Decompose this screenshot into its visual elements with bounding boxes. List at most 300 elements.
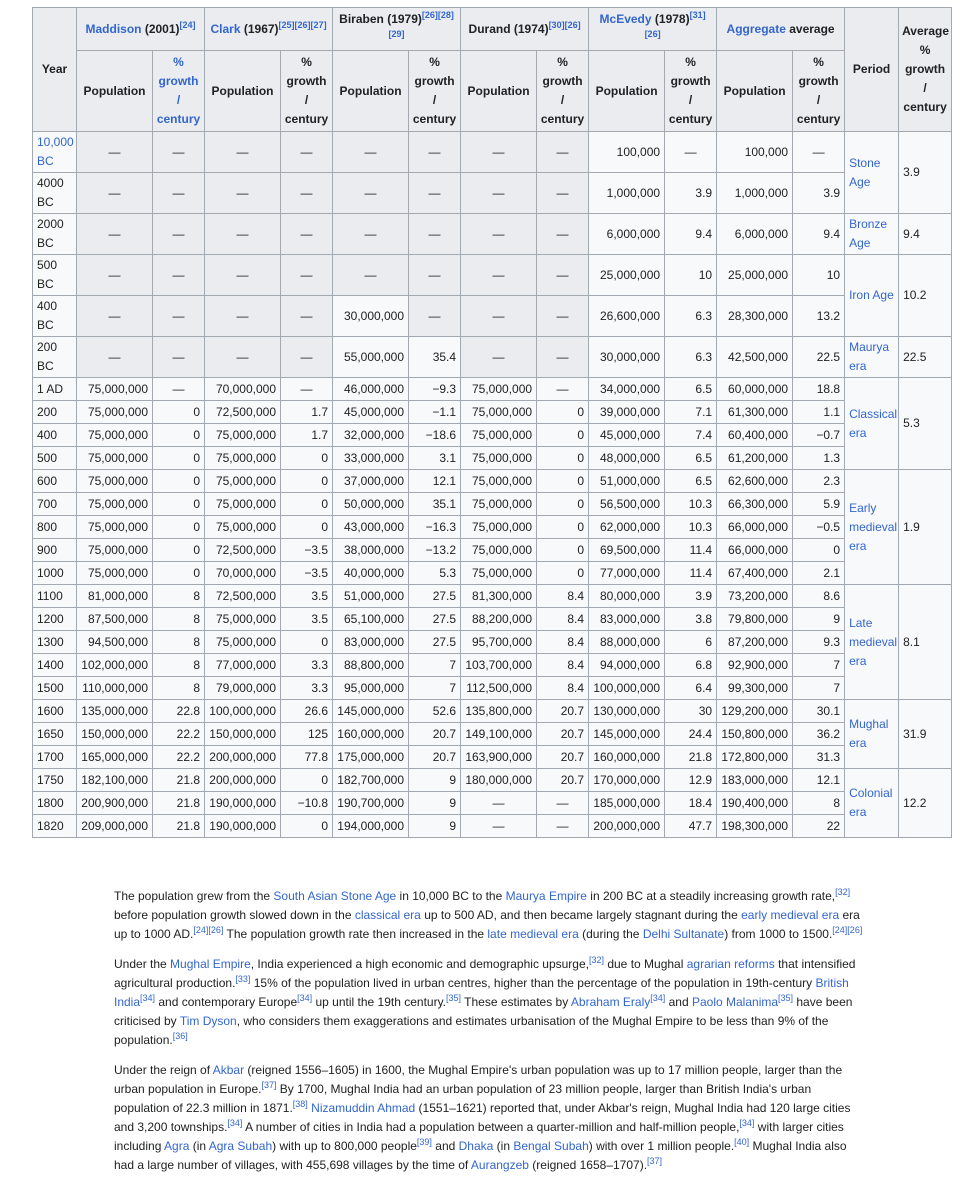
growth-cell: 35.4 <box>409 337 461 378</box>
population-cell: — <box>205 255 281 296</box>
growth-cell: 21.8 <box>153 769 205 792</box>
growth-cell: 0 <box>537 493 589 516</box>
text-run: , India experienced a high economic and demographic upsurge, <box>250 957 589 971</box>
population-cell: 75,000,000 <box>461 470 537 493</box>
text-run: that intensified agricultural production. <box>114 957 856 990</box>
growth-cell: 52.6 <box>409 700 461 723</box>
growth-cell: 8.6 <box>793 585 845 608</box>
population-cell: — <box>461 214 537 255</box>
population-cell: 87,500,000 <box>77 608 153 631</box>
population-cell: 160,000,000 <box>589 746 665 769</box>
citation-ref[interactable]: [24][26] <box>832 925 863 935</box>
population-cell: — <box>333 173 409 214</box>
growth-cell: 22.2 <box>153 723 205 746</box>
article-link[interactable]: Mughal Empire <box>170 957 251 971</box>
population-cell: 150,000,000 <box>205 723 281 746</box>
growth-cell: — <box>153 378 205 401</box>
growth-cell: 47.7 <box>665 815 717 838</box>
population-cell: 100,000 <box>717 132 793 173</box>
table-row <box>33 654 952 677</box>
growth-cell: 8 <box>153 677 205 700</box>
growth-cell: 3.5 <box>281 608 333 631</box>
source-years: (1974) <box>513 21 549 36</box>
text-run: up until the 19th century. <box>312 995 447 1009</box>
year-cell: 200 BC <box>33 337 77 378</box>
growth-cell: 8 <box>793 792 845 815</box>
population-header: Population <box>205 51 281 132</box>
growth-cell: 6.5 <box>665 470 717 493</box>
population-cell: — <box>205 214 281 255</box>
population-cell: 67,400,000 <box>717 562 793 585</box>
period-link[interactable]: Maurya era <box>845 337 899 378</box>
population-cell: — <box>461 132 537 173</box>
population-cell: 79,000,000 <box>205 677 281 700</box>
article-link[interactable]: Aurangzeb <box>470 1158 529 1172</box>
period-link[interactable]: Colonial era <box>845 769 899 838</box>
population-cell: 60,400,000 <box>717 424 793 447</box>
population-cell: 81,300,000 <box>461 585 537 608</box>
table-row <box>33 677 952 700</box>
population-cell: 65,100,000 <box>333 608 409 631</box>
population-cell: 75,000,000 <box>461 539 537 562</box>
table-row <box>33 792 952 815</box>
population-cell: 92,900,000 <box>717 654 793 677</box>
year-cell: 800 <box>33 516 77 539</box>
source-years: (1979) <box>387 12 422 26</box>
population-cell: 28,300,000 <box>717 296 793 337</box>
population-cell: 42,500,000 <box>717 337 793 378</box>
growth-header: % growth / century <box>281 51 333 132</box>
growth-cell: 0 <box>281 769 333 792</box>
population-cell: 180,000,000 <box>461 769 537 792</box>
population-cell: 102,000,000 <box>77 654 153 677</box>
population-cell: 50,000,000 <box>333 493 409 516</box>
text-run: and contemporary Europe <box>155 995 298 1009</box>
growth-cell: — <box>409 173 461 214</box>
year-cell: 1600 <box>33 700 77 723</box>
year-cell: 1750 <box>33 769 77 792</box>
population-cell: 56,500,000 <box>589 493 665 516</box>
population-cell: 88,000,000 <box>589 631 665 654</box>
growth-header: % growth / century <box>537 51 589 132</box>
table-row <box>33 401 952 424</box>
growth-cell: 0 <box>281 631 333 654</box>
growth-cell: 0 <box>153 424 205 447</box>
period-link[interactable]: Late medieval era <box>845 585 899 700</box>
growth-cell: 24.4 <box>665 723 717 746</box>
population-cell: 81,000,000 <box>77 585 153 608</box>
article-link[interactable]: Akbar <box>212 1063 245 1077</box>
population-cell: 75,000,000 <box>461 562 537 585</box>
population-cell: 30,000,000 <box>589 337 665 378</box>
citation-ref[interactable]: [33] <box>235 974 251 984</box>
article-link[interactable]: Dhaka <box>458 1139 494 1153</box>
population-cell: 26,600,000 <box>589 296 665 337</box>
growth-cell: 0 <box>281 815 333 838</box>
citation-ref[interactable]: [37] <box>647 1156 663 1166</box>
average-growth-cell: 3.9 <box>899 132 952 214</box>
growth-cell: 10.3 <box>665 493 717 516</box>
population-cell: 87,200,000 <box>717 631 793 654</box>
text-run: in 10,000 BC to the <box>396 889 506 903</box>
text-run: By 1700, Mughal India had an urban population of 23 million people, larger than British India's urban population of 22.3 million in 1871. <box>114 1082 812 1115</box>
growth-cell: 5.9 <box>793 493 845 516</box>
table-row <box>33 173 952 214</box>
article-link[interactable]: Bengal Subah <box>513 1139 589 1153</box>
period-link[interactable]: Classical era <box>845 378 899 470</box>
population-cell: 77,000,000 <box>589 562 665 585</box>
population-header: Population <box>717 51 793 132</box>
citation-ref[interactable]: [34] <box>227 1118 243 1128</box>
growth-cell: 22.8 <box>153 700 205 723</box>
growth-cell: — <box>281 378 333 401</box>
growth-cell: — <box>537 815 589 838</box>
growth-cell: 11.4 <box>665 562 717 585</box>
growth-cell: 1.1 <box>793 401 845 424</box>
growth-cell: −13.2 <box>409 539 461 562</box>
year-cell: 1 AD <box>33 378 77 401</box>
source-years: average <box>789 21 835 36</box>
growth-cell: 3.1 <box>409 447 461 470</box>
growth-cell: — <box>281 173 333 214</box>
article-link[interactable]: agrarian reforms <box>686 957 775 971</box>
citation-ref[interactable]: [32] <box>588 955 604 965</box>
population-cell: — <box>77 214 153 255</box>
growth-cell: −9.3 <box>409 378 461 401</box>
population-cell: 130,000,000 <box>589 700 665 723</box>
population-cell: 40,000,000 <box>333 562 409 585</box>
growth-cell: 22.5 <box>793 337 845 378</box>
growth-cell: 6.8 <box>665 654 717 677</box>
article-link[interactable]: Abraham Eraly <box>570 995 651 1009</box>
growth-cell: 0 <box>281 493 333 516</box>
population-cell: — <box>461 173 537 214</box>
period-header: Period <box>845 8 899 132</box>
population-cell: 46,000,000 <box>333 378 409 401</box>
growth-cell: 12.1 <box>793 769 845 792</box>
growth-cell: 0 <box>793 539 845 562</box>
growth-cell: 12.9 <box>665 769 717 792</box>
population-cell: — <box>333 132 409 173</box>
citation-ref[interactable]: [40] <box>734 1137 750 1147</box>
growth-cell: 30 <box>665 700 717 723</box>
population-cell: 200,900,000 <box>77 792 153 815</box>
population-cell: 75,000,000 <box>77 539 153 562</box>
population-cell: 61,200,000 <box>717 447 793 470</box>
paragraph <box>114 887 864 944</box>
average-growth-cell: 1.9 <box>899 470 952 585</box>
population-cell: 182,100,000 <box>77 769 153 792</box>
population-cell: 175,000,000 <box>333 746 409 769</box>
growth-cell: 9 <box>409 792 461 815</box>
growth-cell: 0 <box>537 516 589 539</box>
period-link[interactable]: Early medieval era <box>845 470 899 585</box>
population-cell: — <box>77 337 153 378</box>
source-header <box>77 8 205 51</box>
text-run: with larger cities including <box>114 1120 844 1153</box>
growth-cell: 8 <box>153 585 205 608</box>
year-cell: 1700 <box>33 746 77 769</box>
period-link[interactable]: Iron Age <box>845 255 899 337</box>
population-cell: — <box>77 173 153 214</box>
article-link[interactable]: Nizamuddin Ahmad <box>311 1101 416 1115</box>
growth-cell: 7 <box>409 677 461 700</box>
growth-cell: 9 <box>793 608 845 631</box>
table-body <box>33 132 952 838</box>
growth-cell: 0 <box>537 562 589 585</box>
growth-cell: −10.8 <box>281 792 333 815</box>
citation-ref[interactable]: [32] <box>835 887 851 897</box>
citation-ref[interactable]: [26][28][29] <box>388 10 454 39</box>
period-link[interactable]: Mughal era <box>845 700 899 769</box>
citation-ref[interactable]: [34] <box>297 993 313 1003</box>
period-link[interactable]: Stone Age <box>845 132 899 214</box>
population-cell: 1,000,000 <box>717 173 793 214</box>
source-header <box>333 8 461 51</box>
population-cell: 72,500,000 <box>205 401 281 424</box>
article-link[interactable]: British India <box>114 976 849 1009</box>
population-cell: 190,700,000 <box>333 792 409 815</box>
population-cell: 83,000,000 <box>589 608 665 631</box>
population-cell: 37,000,000 <box>333 470 409 493</box>
article-link[interactable]: early medieval era <box>741 908 840 922</box>
growth-cell: — <box>537 255 589 296</box>
population-cell: 88,200,000 <box>461 608 537 631</box>
growth-header-link[interactable]: % growth / century <box>156 55 201 126</box>
citation-ref[interactable]: [31][26] <box>644 10 706 39</box>
growth-cell: 0 <box>281 470 333 493</box>
population-cell: 103,700,000 <box>461 654 537 677</box>
population-cell: 190,400,000 <box>717 792 793 815</box>
source-name-link[interactable]: Aggregate <box>726 21 786 36</box>
population-cell: 72,500,000 <box>205 539 281 562</box>
growth-cell: 26.6 <box>281 700 333 723</box>
citation-ref[interactable]: [35] <box>446 993 462 1003</box>
population-cell: 94,500,000 <box>77 631 153 654</box>
article-text <box>114 887 864 1186</box>
source-name-link[interactable]: McEvedy <box>599 12 652 26</box>
growth-cell: 8 <box>153 654 205 677</box>
table-row <box>33 132 952 173</box>
population-cell: 75,000,000 <box>77 493 153 516</box>
growth-cell: 21.8 <box>665 746 717 769</box>
citation-ref[interactable]: [34] <box>739 1118 755 1128</box>
citation-ref[interactable]: [30][26] <box>548 19 581 30</box>
table-row <box>33 493 952 516</box>
population-cell: 145,000,000 <box>589 723 665 746</box>
growth-cell: — <box>281 296 333 337</box>
growth-cell: 6.4 <box>665 677 717 700</box>
growth-cell: 8.4 <box>537 654 589 677</box>
article-link[interactable]: Delhi Sultanate <box>642 927 725 941</box>
table-row <box>33 516 952 539</box>
population-cell: 75,000,000 <box>77 378 153 401</box>
growth-cell: 22.2 <box>153 746 205 769</box>
growth-cell: 3.9 <box>665 585 717 608</box>
text-run: Under the reign of <box>114 1063 213 1077</box>
population-cell: 135,000,000 <box>77 700 153 723</box>
year-cell: 4000 BC <box>33 173 77 214</box>
text-run: (in <box>493 1139 514 1153</box>
citation-ref[interactable]: [38] <box>292 1099 308 1109</box>
text-run: 15% of the population lived in urban centres, higher than the percentage of the population in 19th-century <box>250 976 816 990</box>
growth-cell: — <box>153 132 205 173</box>
citation-ref[interactable]: [24][26] <box>193 925 224 935</box>
population-cell: — <box>205 296 281 337</box>
growth-cell: 3.5 <box>281 585 333 608</box>
period-link[interactable]: Bronze Age <box>845 214 899 255</box>
growth-cell: 27.5 <box>409 585 461 608</box>
source-name-link[interactable]: Maddison <box>85 21 142 36</box>
population-cell: 39,000,000 <box>589 401 665 424</box>
article-link[interactable]: late medieval era <box>487 927 579 941</box>
population-cell: — <box>461 792 537 815</box>
source-name-link[interactable]: Clark <box>210 21 241 36</box>
population-cell: 190,000,000 <box>205 815 281 838</box>
population-cell: 75,000,000 <box>461 401 537 424</box>
article-link[interactable]: Tim Dyson <box>179 1014 237 1028</box>
population-cell: 190,000,000 <box>205 792 281 815</box>
article-link[interactable]: Paolo Malanima <box>691 995 779 1009</box>
table-row <box>33 746 952 769</box>
growth-cell: 3.3 <box>281 677 333 700</box>
article-link[interactable]: classical era <box>354 908 421 922</box>
growth-cell: 18.8 <box>793 378 845 401</box>
population-cell: 45,000,000 <box>333 401 409 424</box>
population-cell: 95,700,000 <box>461 631 537 654</box>
article-link[interactable]: Maurya Empire <box>505 889 587 903</box>
growth-cell: — <box>153 173 205 214</box>
citation-ref[interactable]: [34] <box>650 993 666 1003</box>
growth-cell: 6.3 <box>665 296 717 337</box>
population-cell: 75,000,000 <box>77 516 153 539</box>
year-cell: 1100 <box>33 585 77 608</box>
growth-cell: 3.8 <box>665 608 717 631</box>
growth-cell: 20.7 <box>409 746 461 769</box>
growth-cell: 21.8 <box>153 792 205 815</box>
year-cell: 1800 <box>33 792 77 815</box>
population-cell: 99,300,000 <box>717 677 793 700</box>
population-cell: 32,000,000 <box>333 424 409 447</box>
year-cell: 700 <box>33 493 77 516</box>
paragraph <box>114 1061 864 1175</box>
source-name: Durand <box>468 21 511 36</box>
population-cell: 34,000,000 <box>589 378 665 401</box>
growth-cell: 125 <box>281 723 333 746</box>
citation-ref[interactable]: [24] <box>179 19 196 30</box>
citation-ref[interactable]: [35] <box>778 993 794 1003</box>
year-cell: 400 <box>33 424 77 447</box>
growth-cell: — <box>153 214 205 255</box>
growth-cell: 1.7 <box>281 401 333 424</box>
growth-cell: — <box>409 255 461 296</box>
growth-cell: — <box>537 132 589 173</box>
table-row <box>33 255 952 296</box>
population-table <box>32 7 952 838</box>
table-row <box>33 539 952 562</box>
growth-cell: 20.7 <box>537 723 589 746</box>
population-cell: 75,000,000 <box>77 562 153 585</box>
population-cell: 45,000,000 <box>589 424 665 447</box>
population-cell: 183,000,000 <box>717 769 793 792</box>
growth-cell: 0 <box>153 401 205 424</box>
text-run: have been criticised by <box>114 995 853 1028</box>
article-link[interactable]: South Asian Stone Age <box>273 889 397 903</box>
growth-cell: 0 <box>537 470 589 493</box>
growth-cell: — <box>153 337 205 378</box>
text-run: era up to 1000 AD. <box>114 908 860 941</box>
year-cell: 1200 <box>33 608 77 631</box>
population-cell: 163,900,000 <box>461 746 537 769</box>
growth-cell: 10.3 <box>665 516 717 539</box>
population-cell: 209,000,000 <box>77 815 153 838</box>
population-cell: 83,000,000 <box>333 631 409 654</box>
population-cell: 6,000,000 <box>717 214 793 255</box>
text-run: (reigned 1658–1707). <box>528 1158 648 1172</box>
citation-ref[interactable]: [39] <box>416 1137 432 1147</box>
growth-cell: — <box>793 132 845 173</box>
growth-cell: −1.1 <box>409 401 461 424</box>
growth-cell: — <box>153 296 205 337</box>
growth-cell: −0.7 <box>793 424 845 447</box>
population-cell: 61,300,000 <box>717 401 793 424</box>
growth-cell: −16.3 <box>409 516 461 539</box>
year-cell: 400 BC <box>33 296 77 337</box>
article-link[interactable]: Agra Subah <box>208 1139 273 1153</box>
population-cell: 100,000,000 <box>205 700 281 723</box>
population-cell: — <box>77 296 153 337</box>
year-cell: 500 BC <box>33 255 77 296</box>
growth-cell: 6.3 <box>665 337 717 378</box>
population-cell: 198,300,000 <box>717 815 793 838</box>
year-cell[interactable]: 10,000 BC <box>33 132 77 173</box>
citation-ref[interactable]: [36] <box>172 1031 188 1041</box>
average-growth-cell: 9.4 <box>899 214 952 255</box>
growth-cell: 30.1 <box>793 700 845 723</box>
table-row <box>33 562 952 585</box>
text-run: (1551–1621) reported that, under Akbar's reign, Mughal India had 120 large cities and 3,200 townships. <box>114 1101 851 1134</box>
population-cell: 150,000,000 <box>77 723 153 746</box>
article-link[interactable]: Agra <box>164 1139 190 1153</box>
population-cell: — <box>461 296 537 337</box>
table-row <box>33 337 952 378</box>
growth-cell: 7 <box>409 654 461 677</box>
growth-cell: 6 <box>665 631 717 654</box>
growth-cell: 0 <box>537 447 589 470</box>
growth-cell: — <box>281 132 333 173</box>
population-cell: 129,200,000 <box>717 700 793 723</box>
population-cell: 51,000,000 <box>589 470 665 493</box>
citation-ref[interactable]: [37] <box>261 1080 277 1090</box>
growth-cell: 77.8 <box>281 746 333 769</box>
growth-cell: −18.6 <box>409 424 461 447</box>
growth-header: % growth / century <box>793 51 845 132</box>
population-cell: — <box>461 255 537 296</box>
year-cell: 600 <box>33 470 77 493</box>
population-cell: 75,000,000 <box>461 424 537 447</box>
citation-ref[interactable]: [25][26][27] <box>278 19 327 30</box>
population-cell: 25,000,000 <box>717 255 793 296</box>
text-run: before population growth slowed down in the <box>114 908 355 922</box>
growth-cell: 22 <box>793 815 845 838</box>
growth-cell: 36.2 <box>793 723 845 746</box>
citation-ref[interactable]: [34] <box>140 993 156 1003</box>
text-run: due to Mughal <box>604 957 687 971</box>
population-cell: 75,000,000 <box>77 470 153 493</box>
year-cell: 1820 <box>33 815 77 838</box>
population-header: Population <box>333 51 409 132</box>
growth-header: % growth / century <box>409 51 461 132</box>
